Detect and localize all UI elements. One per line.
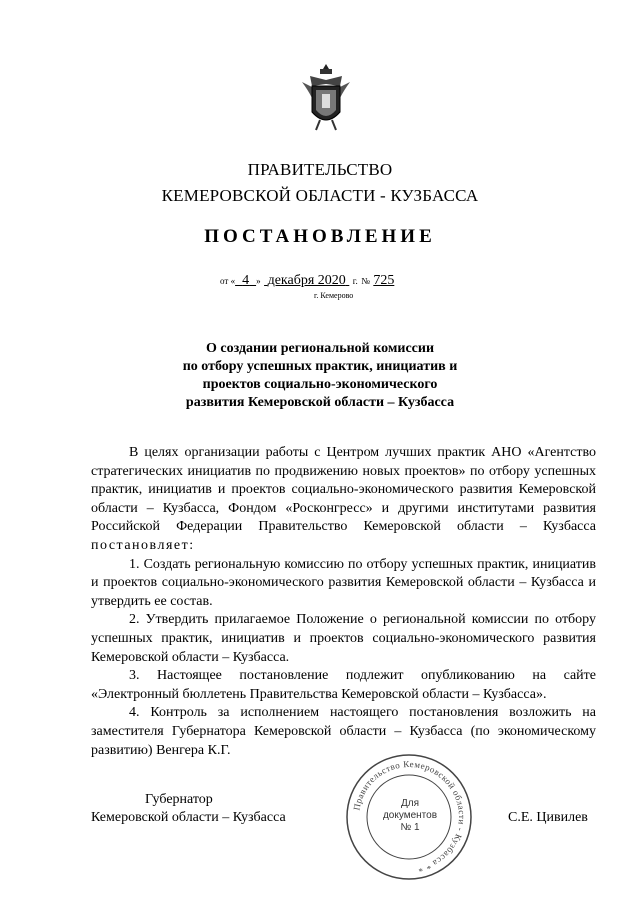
document-number: 725 — [373, 273, 395, 288]
decree-item-3: 3. Настоящее постановление подлежит опубликованию на сайте «Электронный бюллетень Правительства Кемеровской области – Кузбасса». — [91, 668, 596, 702]
document-city: г. Кемерово — [314, 291, 354, 300]
intro-paragraph — [91, 444, 596, 556]
date-year-suffix: г. — [352, 276, 358, 286]
date-from-label: от « — [220, 276, 236, 286]
signatory-region: Кемеровской области – Кузбасса — [91, 810, 286, 825]
decree-word: постановляет: — [91, 537, 195, 553]
document-subject — [150, 340, 490, 412]
intro-text: В целях организации работы с Центром лучших практик АНО «Агентство стратегических инициатив по продвижению новых проектов» по отбору успешных практик, инициатив и проектов социально-экономического развития Кемеровской области – Кузбасса, Фондом «Росконгресс» и другими институтами развития Российской Федерации Правительство Кемеровской области – Кузбасса — [91, 445, 596, 535]
decree-item-2: 2. Утвердить прилагаемое Положение о региональной комиссии по отбору успешных практик, инициатив и проектов социально-экономического развития Кемеровской области – Кузбасса. — [91, 612, 596, 665]
signatory-name: С.Е. Цивилев — [508, 810, 588, 825]
document-type-title: ПОСТАНОВЛЕНИЕ — [204, 226, 436, 247]
org-name-line2: КЕМЕРОВСКОЙ ОБЛАСТИ - КУЗБАССА — [161, 186, 479, 205]
decree-item-1: 1. Создать региональную комиссию по отбору успешных практик, инициатив и проектов социально-экономического развития Кемеровской области – Кузбасса и утвердить ее состав. — [91, 556, 596, 609]
document-dateline — [220, 273, 394, 289]
svg-text:Правительство Кемеровской обла: Правительство Кемеровской области - Кузбасса * * — [351, 758, 468, 875]
date-close-quote: » — [256, 276, 261, 286]
coat-of-arms-emblem — [300, 62, 352, 132]
stamp-inner-text: Для документов № 1 — [382, 798, 438, 833]
document-body — [91, 444, 596, 760]
subject-line: О создании региональной комиссии — [205, 341, 435, 356]
decree-item-4: 4. Контроль за исполнением настоящего постановления возложить на заместителя Губернатора Кемеровской области – Кузбасса (по экономическому развитию) Венгера К.Г. — [91, 705, 596, 758]
org-name-line1: ПРАВИТЕЛЬСТВО — [247, 160, 393, 179]
signatory-title: Губернатор — [145, 792, 213, 807]
subject-line: проектов социально-экономического — [202, 377, 438, 392]
subject-line: по отбору успешных практик, инициатив и — [182, 359, 458, 374]
number-label: № — [361, 276, 370, 286]
date-month-year: декабря 2020 — [267, 273, 346, 288]
subject-line: развития Кемеровской области – Кузбасса — [185, 395, 455, 410]
date-day: 4 — [242, 273, 250, 288]
